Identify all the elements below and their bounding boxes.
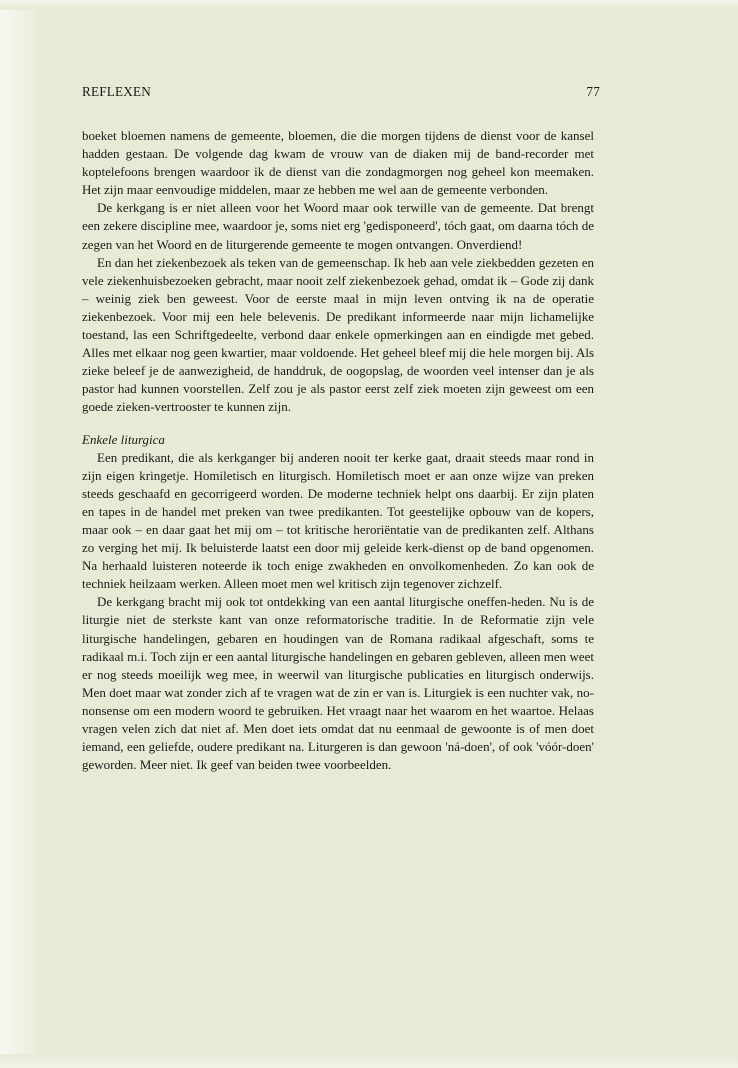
page-number: 77: [586, 84, 600, 99]
paragraph-predikant: Een predikant, die als kerkganger bij anderen nooit ter kerke gaat, draait steeds maar rond in zijn eigen kringetje. Homiletisch en liturgisch. Homiletisch moet er aan onze wijze van preken steeds geschaafd en gecorrigeerd worden. De moderne techniek helpt ons daarbij. Er zijn platen en tapes in de handel met preken van twee predikanten. Tot geestelijke opbouw van de kopers, maar ook – en daar gaat het mij om – tot kritische heroriëntatie van de predikanten zelf. Althans zo verging het mij. Ik beluisterde laatst een door mij geleide kerk-dienst op de band opgenomen. Na herhaald luisteren noteerde ik toch enige zwakheden en onvolkomenheden. Zo kan ook de techniek heilzaam werken. Alleen moet men wel kritisch zijn tegenover zichzelf.: [82, 449, 594, 592]
paragraph-ziekenbezoek: En dan het ziekenbezoek als teken van de gemeenschap. Ik heb aan vele ziekbedden gezeten en vele ziekenhuisbezoeken gebracht, maar nooit zelf ziekenbezoek gehad, omdat ik – Gode zij dank – weinig ziek ben geweest. Voor de eerste maal in mijn leven ontving ik na de operatie ziekenbezoek. Voor mij een hele belevenis. De predikant informeerde naar mijn lichamelijke toestand, las een Schriftgedeelte, verbond daar enkele opmerkingen aan en eindigde met gebed. Alles met elkaar nog geen kwartier, maar voldoende. Het geheel bleef mij die hele morgen bij. Als zieke beleef je de aanwezigheid, de handdruk, de oogopslag, de woorden veel intenser dan je als pastor had kunnen voorstellen. Zelf zou je als pastor eerst zelf ziek moeten zijn geweest om een goede zieken-vertrooster te kunnen zijn.: [82, 254, 594, 415]
paragraph-kerkgang: De kerkgang is er niet alleen voor het Woord maar ook terwille van de gemeente. Dat brengt een zekere discipline mee, waardoor je, soms niet erg 'gedisponeerd', tóch gaat, om daarna tóch de zegen van het Woord en de liturgerende gemeente te mogen ontvangen. Onverdiend!: [82, 200, 594, 252]
section-heading: Enkele liturgica: [82, 431, 165, 447]
running-head: [82, 84, 600, 104]
body-text: [82, 127, 594, 774]
paragraph-continuation: boeket bloemen namens de gemeente, bloemen, die die morgen tijdens de dienst voor de kansel hadden gestaan. De volgende dag kwam de vrouw van de diaken mij de band-recorder met koptelefoons brengen waardoor ik de dienst van die zondagmorgen nog geheel kon meemaken. Het zijn maar eenvoudige middelen, maar ze hebben me wel aan de gemeente verbonden.: [82, 128, 594, 198]
book-page: [82, 84, 600, 773]
scan-left-edge: [0, 0, 38, 1068]
scan-top-edge: [0, 0, 738, 10]
running-head-title: REFLEXEN: [82, 84, 151, 99]
scan-bottom-edge: [0, 1054, 738, 1068]
paragraph-liturgische-oneffenheden: De kerkgang bracht mij ook tot ontdekking van een aantal liturgische oneffen-heden. Nu is de liturgie niet de sterkste kant van onze reformatorische traditie. In de Reformatie zijn vele liturgische handelingen, gebaren en houdingen van de Romana radikaal afgeschaft, soms te radikaal m.i. Toch zijn er een aantal liturgische handelingen en gebaren gebleven, alleen men weet er nog steeds moeilijk weg mee, in weerwil van liturgische publicaties en liturgisch onderwijs. Men doet maar wat zonder zich af te vragen wat de zin er van is. Liturgiek is een nuchter vak, no-nonsense om een modern woord te gebruiken. Het vraagt naar het waarom en het waartoe. Helaas vragen velen zich dat niet af. Men doet iets omdat dat nu eenmaal de gewoonte is of men doet iemand, een geliefde, oudere predikant na. Liturgeren is dan gewoon 'ná-doen', of ook 'vóór-doen' geworden. Meer niet. Ik geef van beiden twee voorbeelden.: [82, 594, 594, 773]
